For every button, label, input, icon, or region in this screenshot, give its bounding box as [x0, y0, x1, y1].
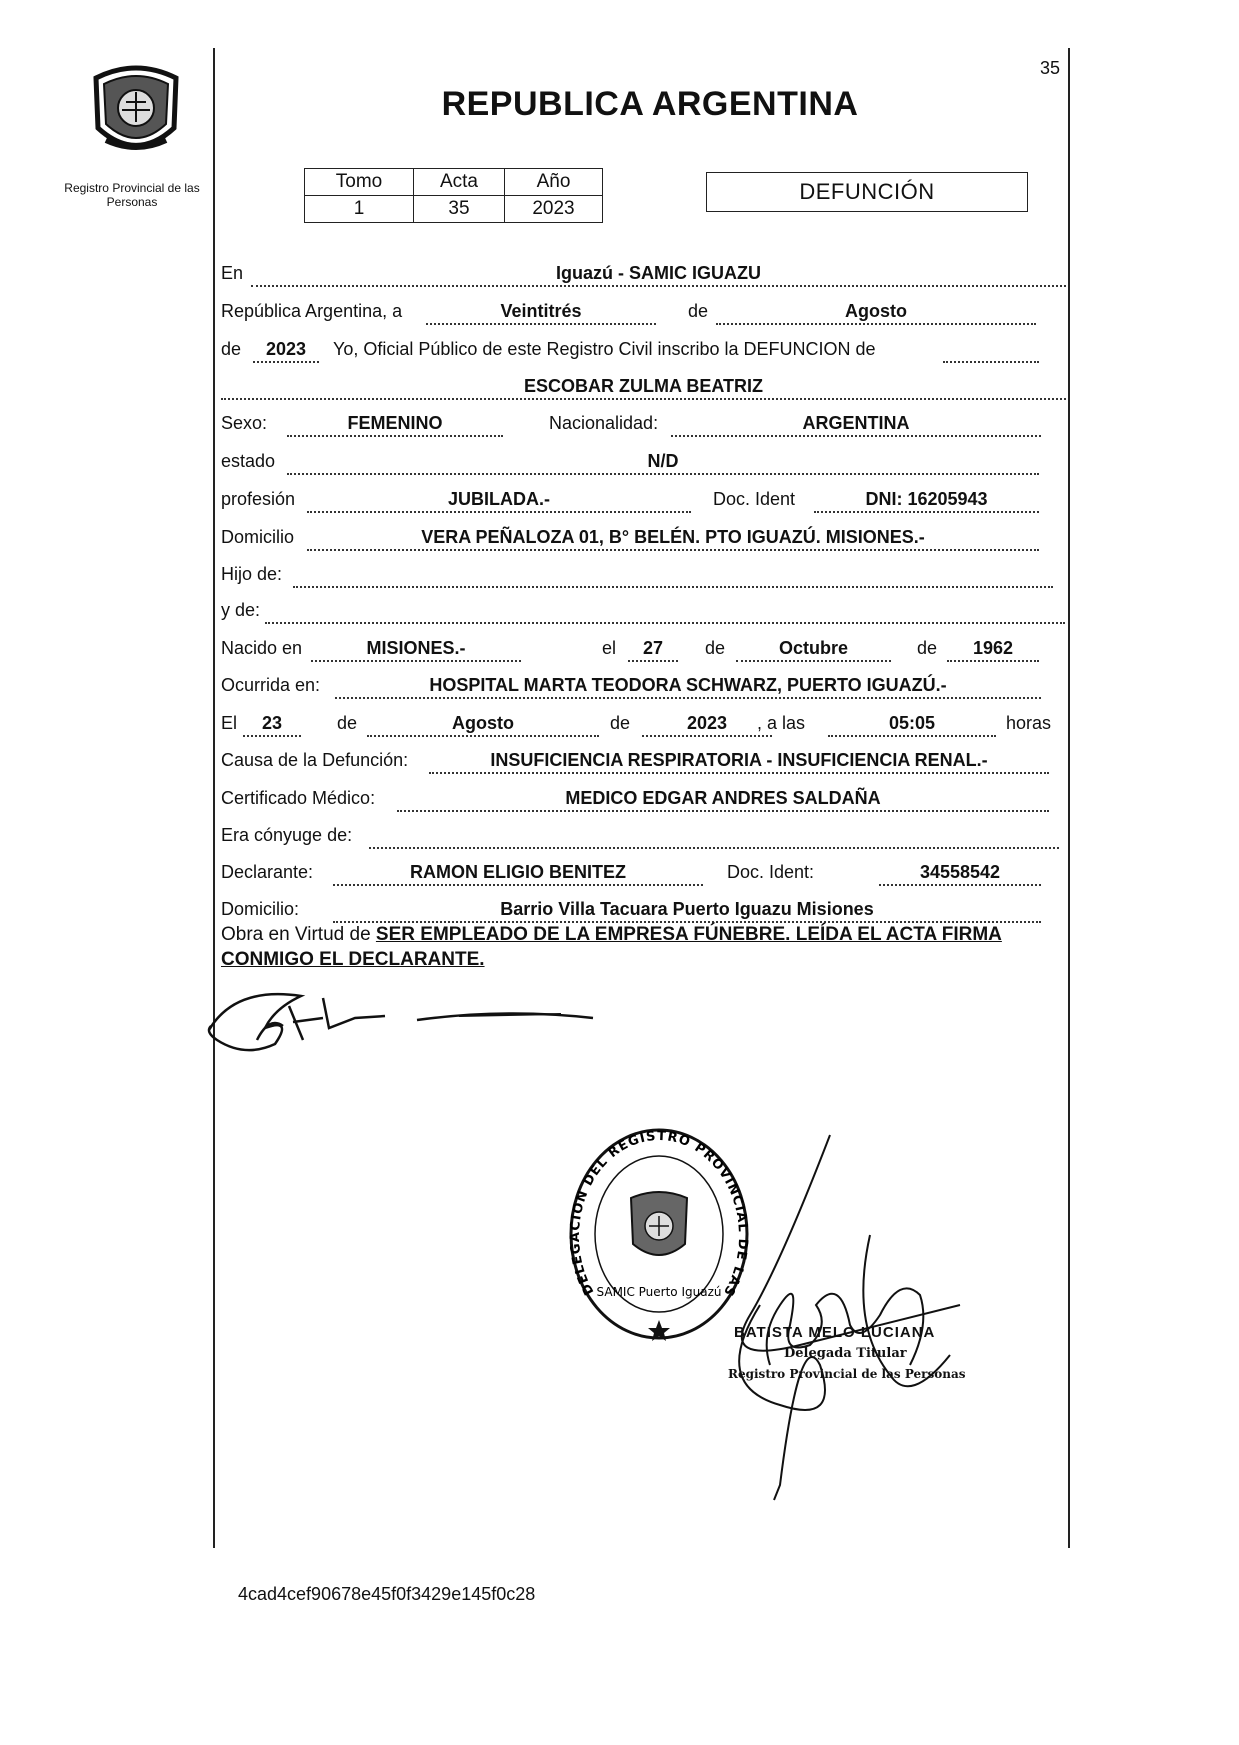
acta-value: 35 — [414, 196, 505, 223]
obra-label: Obra en Virtud de — [221, 924, 371, 945]
field-profesion — [221, 489, 1066, 511]
obra-paragraph — [221, 922, 1071, 972]
profesion-value: JUBILADA.- — [307, 489, 691, 513]
domicilio-label: Domicilio — [221, 527, 295, 547]
fal-de-label: de — [337, 713, 358, 733]
page-number: 35 — [1040, 58, 1061, 78]
nacido-label: Nacido en — [221, 638, 303, 658]
declarant-signature — [205, 978, 600, 1068]
el2-label: El — [221, 713, 238, 733]
field-declarante — [221, 862, 1066, 884]
anio-value-field: 2023 — [253, 339, 319, 363]
sexo-label: Sexo: — [221, 413, 268, 433]
signatory-role: Delegada Titular — [784, 1346, 907, 1361]
field-estado — [221, 451, 1066, 473]
fal-de2-label: de — [610, 713, 631, 733]
acta-table — [304, 168, 603, 223]
right-margin-line — [1068, 48, 1070, 1548]
field-conyuge — [221, 825, 1066, 847]
estado-value: N/D — [287, 451, 1039, 475]
nac-de-label: de — [705, 638, 726, 658]
signatory-org: Registro Provincial de las Personas — [728, 1367, 966, 1381]
anio-value: 2023 — [505, 196, 603, 223]
obra-value: SER EMPLEADO DE LA EMPRESA FÚNEBRE. LEÍDA EL ACTA FIRMA CONMIGO EL DECLARANTE. — [221, 924, 1002, 970]
field-nacido — [221, 638, 1066, 660]
seal-outer-text: DELEGACION DEL REGISTRO PROVINCIAL DE LAS — [567, 1128, 751, 1299]
en-value: Iguazú - SAMIC IGUAZU — [251, 263, 1066, 287]
conyuge-label: Era cónyuge de: — [221, 825, 353, 845]
nac-dia: 27 — [628, 638, 678, 662]
seal-inner-text: SAMIC Puerto Iguazú — [596, 1285, 722, 1299]
causa-value: INSUFICIENCIA RESPIRATORIA - INSUFICIENCIA RENAL.- — [429, 750, 1049, 774]
republica-label: República Argentina, a — [221, 301, 403, 321]
nacionalidad-value: ARGENTINA — [671, 413, 1041, 437]
field-causa — [221, 750, 1066, 772]
domicilio2-value: Barrio Villa Tacuara Puerto Iguazu Misiones — [333, 899, 1041, 923]
mes-value: Agosto — [716, 301, 1036, 325]
sexo-value: FEMENINO — [287, 413, 503, 437]
yde-label: y de: — [221, 600, 261, 620]
acta-header: Acta — [414, 169, 505, 196]
conyuge-value — [369, 825, 1059, 849]
domicilio-value: VERA PEÑALOZA 01, B° BELÉN. PTO IGUAZÚ. MISIONES.- — [307, 527, 1039, 551]
el-label: el — [602, 638, 617, 658]
anio-trailing-dots — [943, 339, 1039, 363]
fal-mes: Agosto — [367, 713, 599, 737]
field-certificado — [221, 788, 1066, 810]
field-ocurrida — [221, 675, 1066, 697]
yde-value — [265, 600, 1065, 624]
ocurrida-label: Ocurrida en: — [221, 675, 321, 695]
anio-header: Año — [505, 169, 603, 196]
field-fallecimiento — [221, 713, 1066, 735]
nac-anio: 1962 — [947, 638, 1039, 662]
fal-dia: 23 — [243, 713, 301, 737]
nombre-value: ESCOBAR ZULMA BEATRIZ — [221, 376, 1066, 400]
nacido-value: MISIONES.- — [311, 638, 521, 662]
field-domicilio2 — [221, 899, 1066, 921]
declarante-label: Declarante: — [221, 862, 314, 882]
doc-label: Doc. Ident — [713, 489, 796, 509]
estado-label: estado — [221, 451, 276, 471]
dia-value: Veintitrés — [426, 301, 656, 325]
seal-crest-icon — [631, 1192, 687, 1255]
nacionalidad-label: Nacionalidad: — [549, 413, 659, 433]
field-nombre — [221, 376, 1066, 398]
en-label: En — [221, 263, 244, 283]
alas-label: , a las — [757, 713, 806, 733]
certificado-value: MEDICO EDGAR ANDRES SALDAÑA — [397, 788, 1049, 812]
field-yde — [221, 600, 1066, 622]
signatory-name: BATISTA MELO LUCIANA — [734, 1324, 936, 1341]
de-label: de — [688, 301, 709, 321]
hijo-label: Hijo de: — [221, 564, 283, 584]
profesion-label: profesión — [221, 489, 296, 509]
doc-type-box: DEFUNCIÓN — [706, 172, 1028, 212]
de2-label: de — [221, 339, 242, 359]
field-fecha — [221, 301, 1066, 323]
horas-label: horas — [1006, 713, 1052, 733]
field-hijo — [221, 564, 1066, 586]
fal-hora: 05:05 — [828, 713, 996, 737]
doc2-label: Doc. Ident: — [727, 862, 815, 882]
official-signature — [720, 1125, 990, 1505]
registro-label: Registro Provincial de las Personas — [64, 181, 200, 209]
field-domicilio — [221, 527, 1066, 549]
declarante-value: RAMON ELIGIO BENITEZ — [333, 862, 703, 886]
field-anio — [221, 339, 1066, 361]
certificado-label: Certificado Médico: — [221, 788, 376, 808]
nac-mes: Octubre — [736, 638, 891, 662]
causa-label: Causa de la Defunción: — [221, 750, 409, 770]
fal-anio: 2023 — [642, 713, 772, 737]
doc2-value: 34558542 — [879, 862, 1041, 886]
ocurrida-value: HOSPITAL MARTA TEODORA SCHWARZ, PUERTO IGUAZÚ.- — [335, 675, 1041, 699]
field-en — [221, 263, 1066, 285]
field-sexo — [221, 413, 1066, 435]
yo-text: Yo, Oficial Público de este Registro Civil inscribo la DEFUNCION de — [333, 339, 876, 359]
tomo-value: 1 — [305, 196, 414, 223]
document-hash: 4cad4cef90678e45f0f3429e145f0c28 — [238, 1584, 536, 1604]
misiones-crest-icon — [86, 58, 186, 158]
page-title: REPUBLICA ARGENTINA — [441, 85, 859, 123]
doc-value: DNI: 16205943 — [814, 489, 1039, 513]
tomo-header: Tomo — [305, 169, 414, 196]
hijo-value — [293, 564, 1053, 588]
domicilio2-label: Domicilio: — [221, 899, 300, 919]
nac-de2-label: de — [917, 638, 938, 658]
left-margin-line — [213, 48, 215, 1548]
